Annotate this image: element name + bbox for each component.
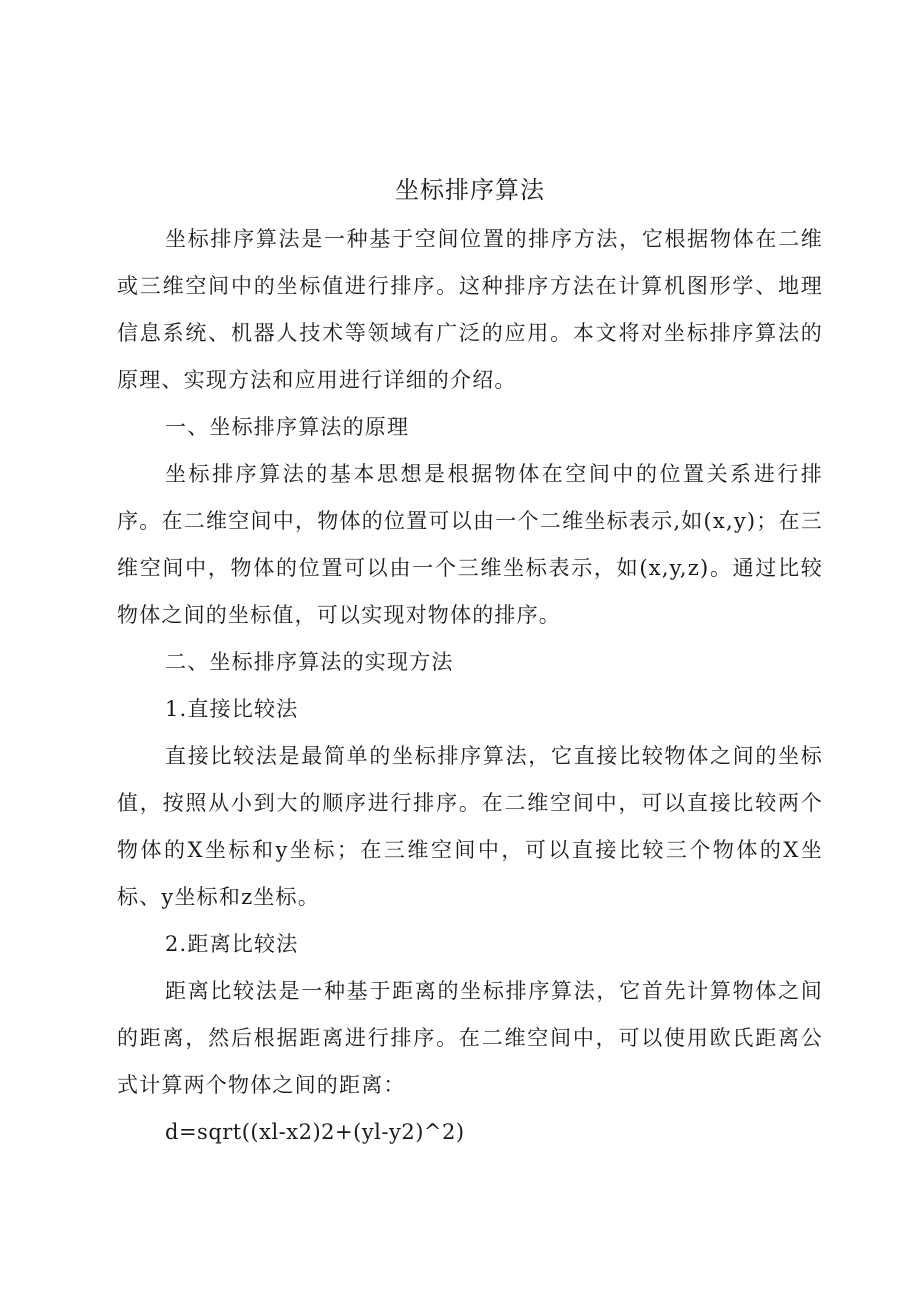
document-title: 坐标排序算法	[395, 176, 545, 204]
section-heading-principle: 一、坐标排序算法的原理	[165, 415, 410, 439]
distance-formula: d=sqrt((xl-x2)2+(yl-y2)^2)	[165, 1120, 465, 1144]
document-page	[117, 170, 823, 1156]
section-heading-implementation: 二、坐标排序算法的实现方法	[165, 650, 454, 674]
intro-paragraph: 坐标排序算法是一种基于空间位置的排序方法，它根据物体在二维或三维空间中的坐标值进行排序。这种排序方法在计算机图形学、地理信息系统、机器人技术等领域有广泛的应用。本文将对坐标排序算法的原理、实现方法和应用进行详细的介绍。	[117, 227, 823, 392]
direct-comparison-paragraph: 直接比较法是最简单的坐标排序算法，它直接比较物体之间的坐标值，按照从小到大的顺序进行排序。在二维空间中，可以直接比较两个物体的X坐标和y坐标；在三维空间中，可以直接比较三个物体的X坐标、y坐标和z坐标。	[117, 744, 823, 909]
distance-comparison-paragraph: 距离比较法是一种基于距离的坐标排序算法，它首先计算物体之间的距离，然后根据距离进行排序。在二维空间中，可以使用欧氏距离公式计算两个物体之间的距离：	[117, 979, 823, 1097]
principle-paragraph: 坐标排序算法的基本思想是根据物体在空间中的位置关系进行排序。在二维空间中，物体的位置可以由一个二维坐标表示,如(x,y)；在三维空间中，物体的位置可以由一个三维坐标表示，如(x,y,z)。通过比较物体之间的坐标值，可以实现对物体的排序。	[117, 462, 823, 627]
subheading-direct-comparison: 1.直接比较法	[165, 697, 299, 721]
subheading-distance-comparison: 2.距离比较法	[165, 932, 299, 956]
